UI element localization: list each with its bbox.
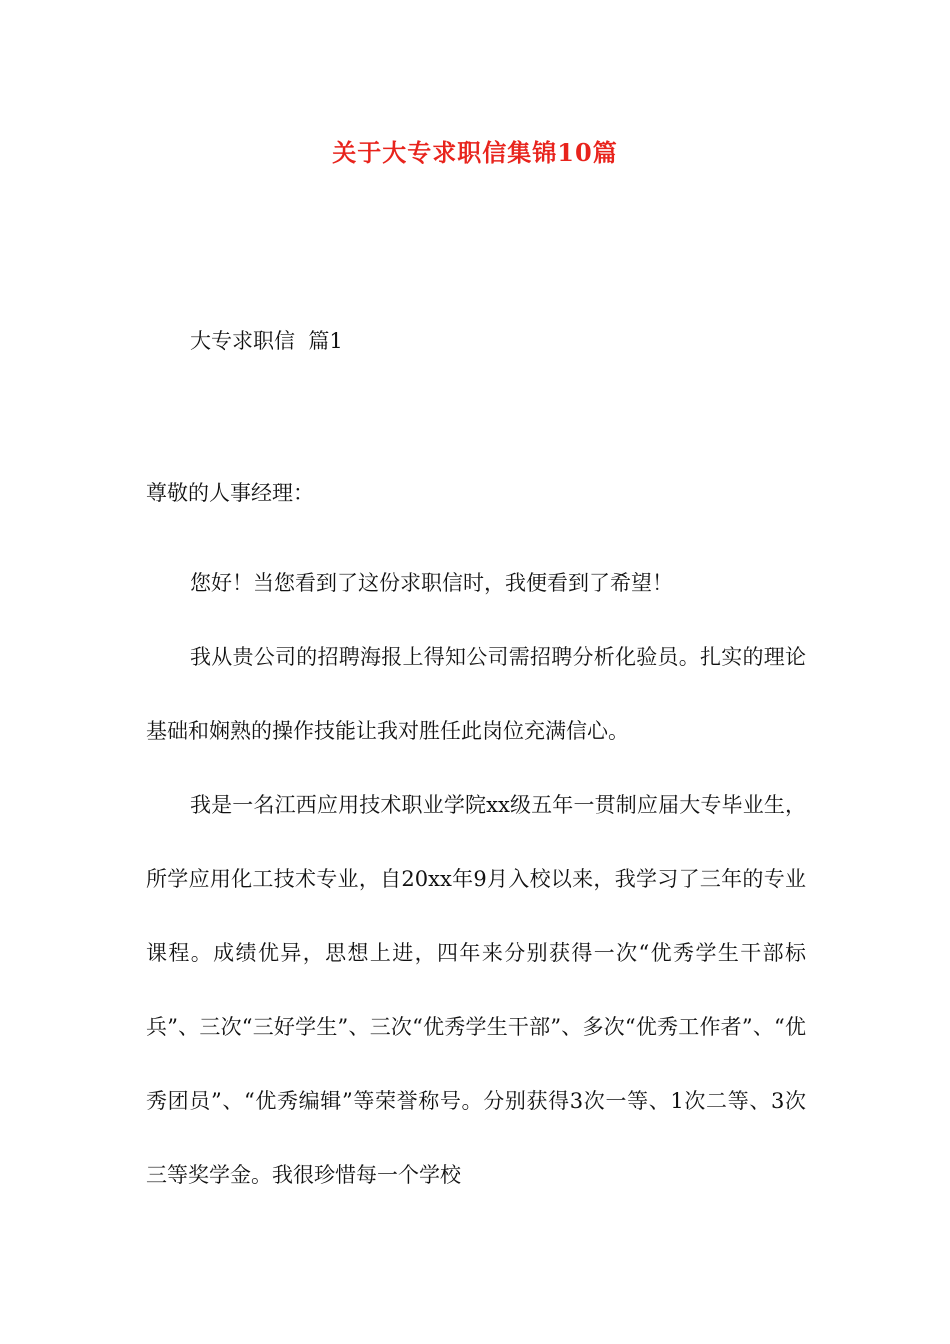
paragraph-background: 我是一名江西应用技术职业学院xx级五年一贯制应届大专毕业生，所学应用化工技术专业，自20xx年9月入校以来，我学习了三年的专业课程。成绩优异，思想上进，四年来分别获得一次“优秀学生干部标兵”、三次“三好学生”、三次“优秀学生干部”、多次“优秀工作者”、“优秀团员”、“优秀编辑”等荣誉称号。分别获得3次一等、1次二等、3次三等奖学金。我很珍惜每一个学校 xyxy=(146,793,806,1187)
paragraph-position: 我从贵公司的招聘海报上得知公司需招聘分析化验员。扎实的理论基础和娴熟的操作技能让我对胜任此岗位充满信心。 xyxy=(146,645,806,743)
letter-body xyxy=(146,546,806,1212)
section-heading: 大专求职信 篇1 xyxy=(190,329,343,353)
paragraph-greeting: 您好！当您看到了这份求职信时，我便看到了希望！ xyxy=(190,571,673,595)
salutation: 尊敬的人事经理： xyxy=(146,481,314,505)
document-title: 关于大专求职信集锦10篇 xyxy=(332,138,618,167)
